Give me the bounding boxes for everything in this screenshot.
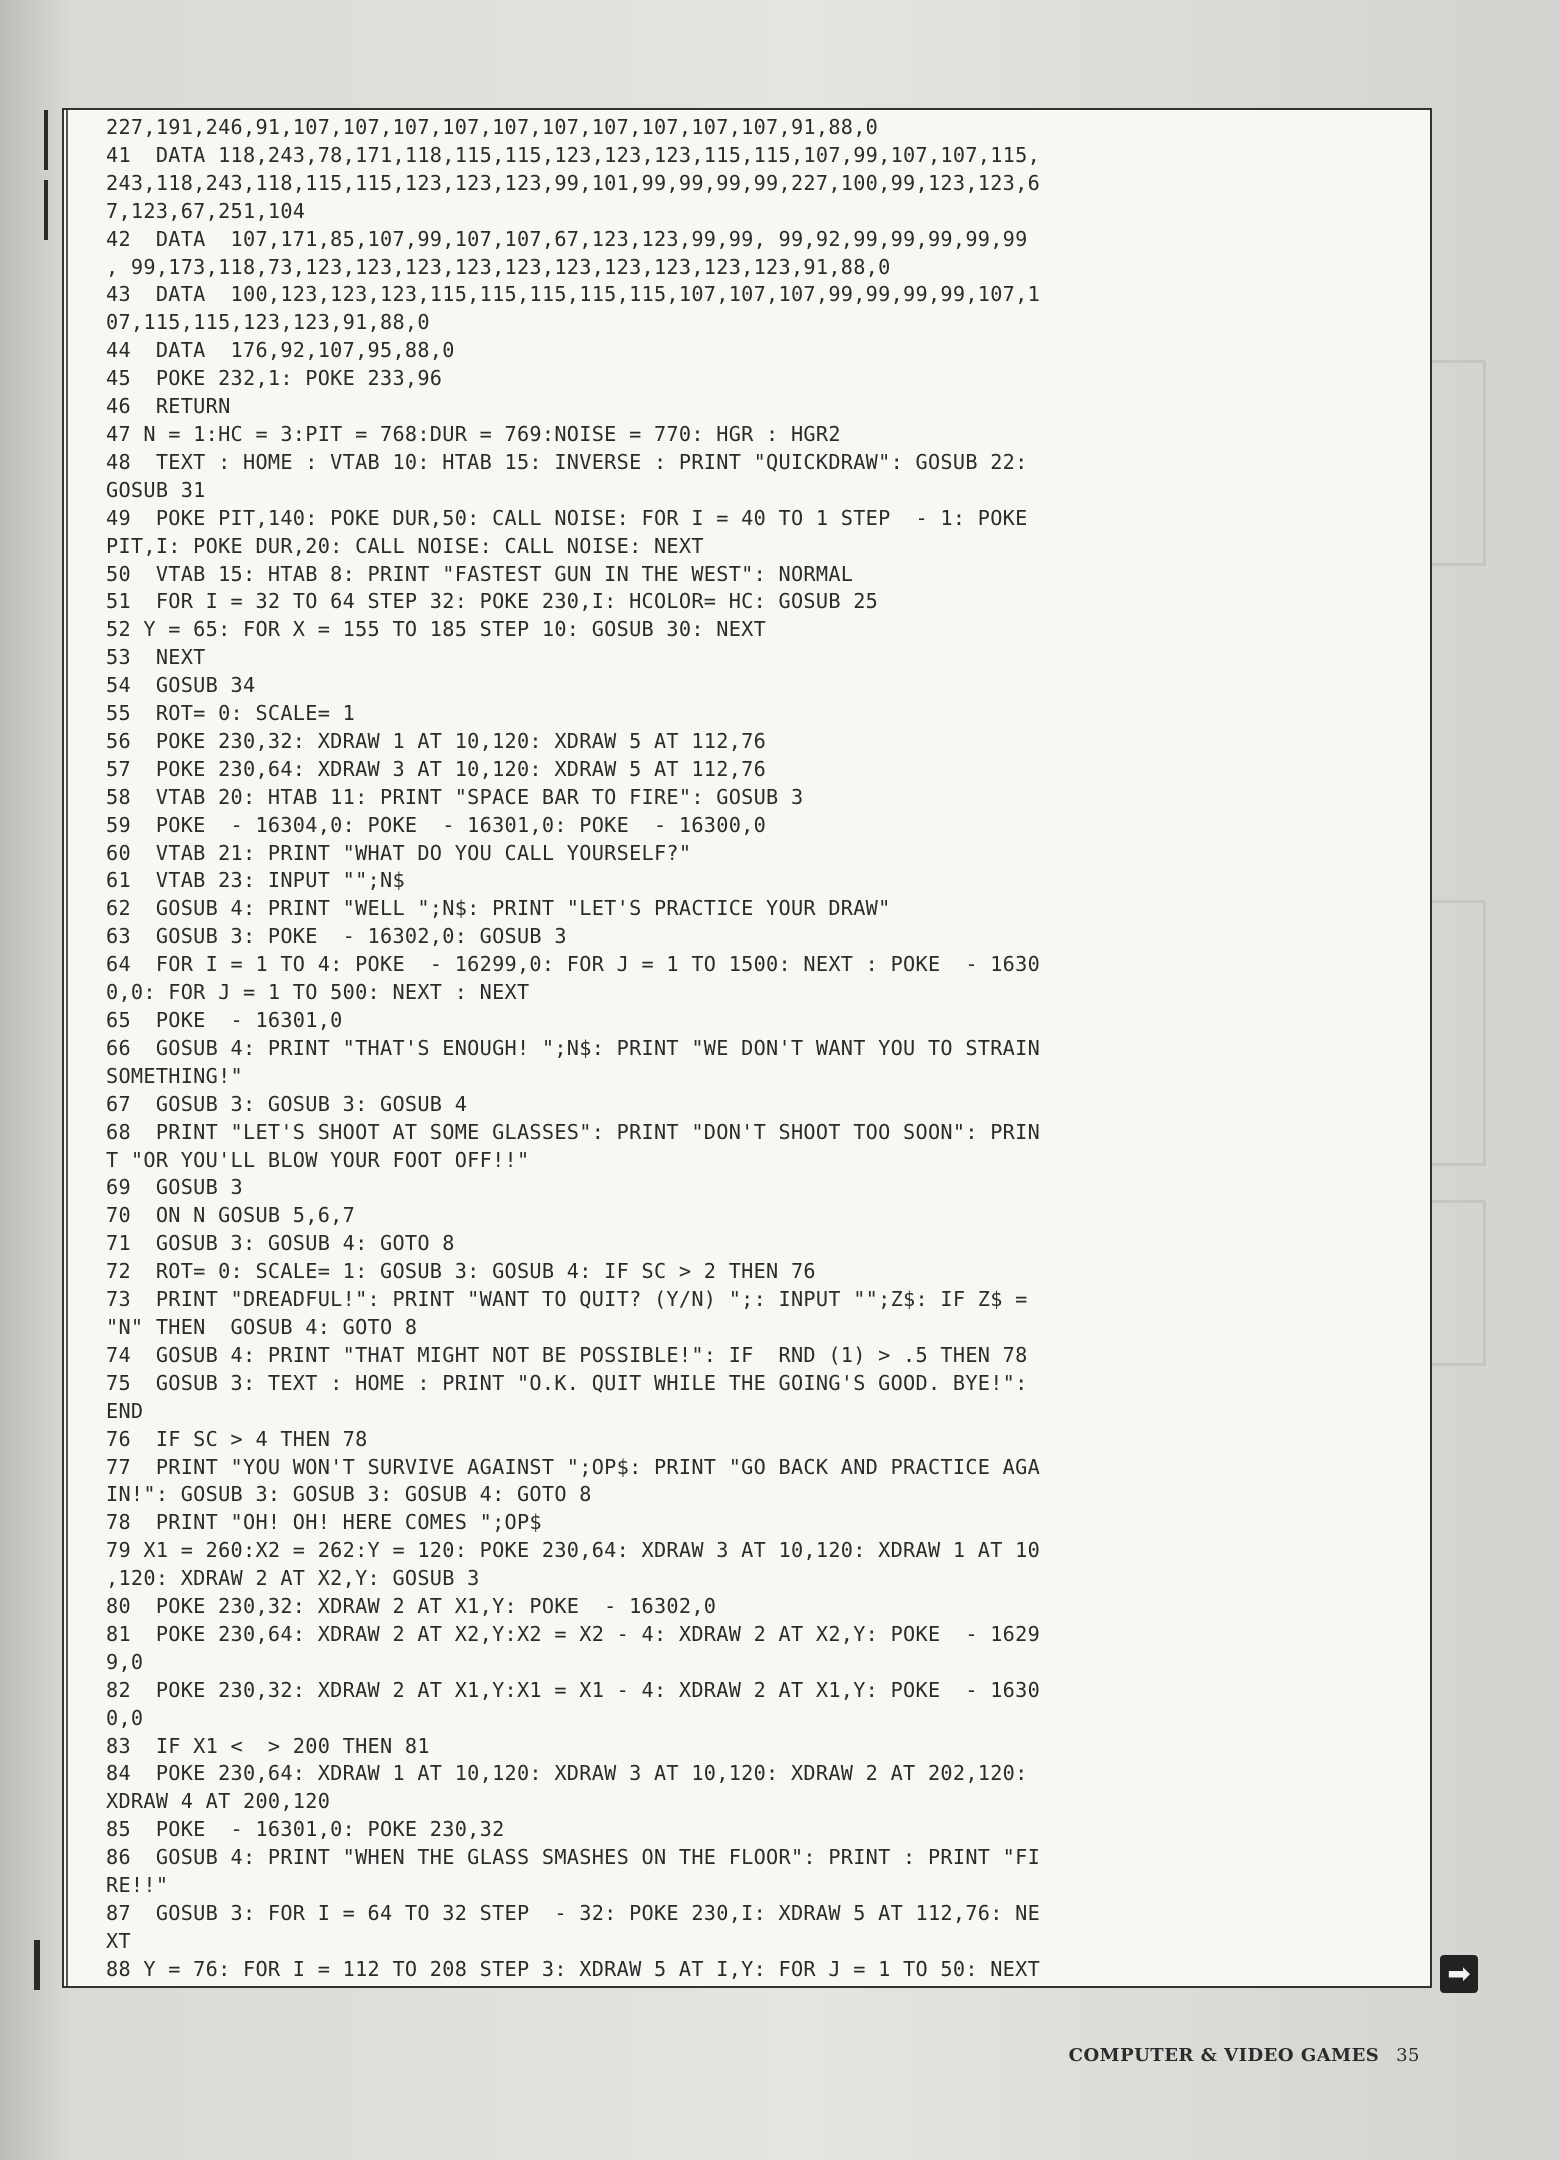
listing-line: 48 TEXT : HOME : VTAB 10: HTAB 15: INVERSE : PRINT "QUICKDRAW": GOSUB 22: xyxy=(106,449,1028,474)
listing-line: 69 GOSUB 3 xyxy=(106,1175,243,1200)
listing-line: 63 GOSUB 3: POKE - 16302,0: GOSUB 3 xyxy=(106,924,567,949)
listing-line: 45 POKE 232,1: POKE 233,96 xyxy=(106,366,443,391)
listing-line: 72 ROT= 0: SCALE= 1: GOSUB 3: GOSUB 4: IF SC > 2 THEN 76 xyxy=(106,1259,816,1284)
listing-line: 227,191,246,91,107,107,107,107,107,107,107,107,107,107,91,88,0 xyxy=(106,115,879,139)
listing-line: , 99,173,118,73,123,123,123,123,123,123,123,123,123,123,91,88,0 xyxy=(106,254,891,279)
listing-line: 42 DATA 107,171,85,107,99,107,107,67,123,123,99,99, 99,92,99,99,99,99,99 xyxy=(106,226,1028,251)
listing-line: 81 POKE 230,64: XDRAW 2 AT X2,Y:X2 = X2 - 4: XDRAW 2 AT X2,Y: POKE - 1629 xyxy=(106,1621,1041,1646)
listing-line: 49 POKE PIT,140: POKE DUR,50: CALL NOISE: FOR I = 40 TO 1 STEP - 1: POKE xyxy=(106,505,1028,530)
binding-mark xyxy=(44,110,48,170)
listing-line: XT xyxy=(106,1928,131,1953)
listing-line: T "OR YOU'LL BLOW YOUR FOOT OFF!!" xyxy=(106,1147,530,1172)
listing-line: ,120: XDRAW 2 AT X2,Y: GOSUB 3 xyxy=(106,1566,480,1591)
listing-line: 7,123,67,251,104 xyxy=(106,198,306,223)
listing-line: 67 GOSUB 3: GOSUB 3: GOSUB 4 xyxy=(106,1091,468,1116)
listing-line: 51 FOR I = 32 TO 64 STEP 32: POKE 230,I: HCOLOR= HC: GOSUB 25 xyxy=(106,589,879,614)
continue-arrow-icon: ➡ xyxy=(1440,1955,1478,1993)
listing-line: 68 PRINT "LET'S SHOOT AT SOME GLASSES": PRINT "DON'T SHOOT TOO SOON": PRIN xyxy=(106,1119,1041,1144)
listing-line: 84 POKE 230,64: XDRAW 1 AT 10,120: XDRAW 3 AT 10,120: XDRAW 2 AT 202,120: xyxy=(106,1761,1028,1786)
listing-line: 46 RETURN xyxy=(106,394,231,419)
listing-line: 07,115,115,123,123,91,88,0 xyxy=(106,310,430,335)
program-listing xyxy=(62,108,1432,1988)
listing-line: 243,118,243,118,115,115,123,123,123,99,101,99,99,99,99,227,100,99,123,123,6 xyxy=(106,170,1041,195)
listing-line: 41 DATA 118,243,78,171,118,115,115,123,123,123,115,115,107,99,107,107,115, xyxy=(106,142,1041,167)
listing-line: 70 ON N GOSUB 5,6,7 xyxy=(106,1203,356,1228)
page-number: 35 xyxy=(1396,2045,1420,2066)
listing-line: 60 VTAB 21: PRINT "WHAT DO YOU CALL YOURSELF?" xyxy=(106,840,692,865)
listing-line: 54 GOSUB 34 xyxy=(106,673,256,698)
listing-line: 85 POKE - 16301,0: POKE 230,32 xyxy=(106,1817,505,1842)
listing-line: 80 POKE 230,32: XDRAW 2 AT X1,Y: POKE - 16302,0 xyxy=(106,1594,717,1619)
listing-line: 44 DATA 176,92,107,95,88,0 xyxy=(106,338,455,363)
listing-line: 55 ROT= 0: SCALE= 1 xyxy=(106,701,356,726)
listing-line: 64 FOR I = 1 TO 4: POKE - 16299,0: FOR J = 1 TO 1500: NEXT : POKE - 1630 xyxy=(106,952,1041,977)
listing-line: 61 VTAB 23: INPUT "";N$ xyxy=(106,868,405,893)
listing-line: 43 DATA 100,123,123,123,115,115,115,115,115,107,107,107,99,99,99,99,107,1 xyxy=(106,282,1041,307)
listing-line: 88 Y = 76: FOR I = 112 TO 208 STEP 3: XDRAW 5 AT I,Y: FOR J = 1 TO 50: NEXT xyxy=(106,1956,1041,1981)
listing-rule xyxy=(66,110,68,1986)
listing-line: 57 POKE 230,64: XDRAW 3 AT 10,120: XDRAW 5 AT 112,76 xyxy=(106,756,767,781)
listing-line: "N" THEN GOSUB 4: GOTO 8 xyxy=(106,1314,418,1339)
page-footer xyxy=(1069,2045,1420,2066)
publication-name: COMPUTER & VIDEO GAMES xyxy=(1068,2045,1380,2066)
listing-line: 78 PRINT "OH! OH! HERE COMES ";OP$ xyxy=(106,1510,542,1535)
binding-mark xyxy=(44,180,48,240)
listing-line: 9,0 xyxy=(106,1649,144,1674)
listing-line: 79 X1 = 260:X2 = 262:Y = 120: POKE 230,64: XDRAW 3 AT 10,120: XDRAW 1 AT 10 xyxy=(106,1538,1041,1563)
listing-line: PIT,I: POKE DUR,20: CALL NOISE: CALL NOISE: NEXT xyxy=(106,533,704,558)
listing-line: RE!!" xyxy=(106,1873,169,1898)
listing-line: 83 IF X1 < > 200 THEN 81 xyxy=(106,1733,430,1758)
listing-line: 73 PRINT "DREADFUL!": PRINT "WANT TO QUIT? (Y/N) ";: INPUT "";Z$: IF Z$ = xyxy=(106,1287,1028,1312)
listing-line: 47 N = 1:HC = 3:PIT = 768:DUR = 769:NOISE = 770: HGR : HGR2 xyxy=(106,421,841,446)
listing-line: 66 GOSUB 4: PRINT "THAT'S ENOUGH! ";N$: PRINT "WE DON'T WANT YOU TO STRAIN xyxy=(106,1035,1041,1060)
listing-line: 0,0: FOR J = 1 TO 500: NEXT : NEXT xyxy=(106,980,530,1005)
listing-line: 59 POKE - 16304,0: POKE - 16301,0: POKE - 16300,0 xyxy=(106,812,767,837)
listing-line: 82 POKE 230,32: XDRAW 2 AT X1,Y:X1 = X1 - 4: XDRAW 2 AT X1,Y: POKE - 1630 xyxy=(106,1677,1041,1702)
listing-line: 87 GOSUB 3: FOR I = 64 TO 32 STEP - 32: POKE 230,I: XDRAW 5 AT 112,76: NE xyxy=(106,1901,1041,1925)
listing-line: 62 GOSUB 4: PRINT "WELL ";N$: PRINT "LET'S PRACTICE YOUR DRAW" xyxy=(106,896,891,921)
listing-line: 65 POKE - 16301,0 xyxy=(106,1008,343,1032)
listing-line: 56 POKE 230,32: XDRAW 1 AT 10,120: XDRAW 5 AT 112,76 xyxy=(106,728,767,753)
listing-line: SOMETHING!" xyxy=(106,1063,243,1088)
listing-line: END xyxy=(106,1398,144,1423)
listing-line: 52 Y = 65: FOR X = 155 TO 185 STEP 10: GOSUB 30: NEXT xyxy=(106,617,767,642)
listing-line: 50 VTAB 15: HTAB 8: PRINT "FASTEST GUN IN THE WEST": NORMAL xyxy=(106,561,854,586)
listing-line: 77 PRINT "YOU WON'T SURVIVE AGAINST ";OP$: PRINT "GO BACK AND PRACTICE AGA xyxy=(106,1454,1041,1479)
binding-mark xyxy=(34,1940,40,1990)
listing-line: 86 GOSUB 4: PRINT "WHEN THE GLASS SMASHES ON THE FLOOR": PRINT : PRINT "FI xyxy=(106,1845,1041,1870)
listing-line: 74 GOSUB 4: PRINT "THAT MIGHT NOT BE POSSIBLE!": IF RND (1) > .5 THEN 78 xyxy=(106,1342,1028,1367)
listing-line: 0,0 xyxy=(106,1705,144,1730)
listing-line: 75 GOSUB 3: TEXT : HOME : PRINT "O.K. QUIT WHILE THE GOING'S GOOD. BYE!": xyxy=(106,1370,1028,1395)
listing-line: IN!": GOSUB 3: GOSUB 3: GOSUB 4: GOTO 8 xyxy=(106,1482,592,1507)
listing-line: 71 GOSUB 3: GOSUB 4: GOTO 8 xyxy=(106,1231,455,1256)
listing-line: XDRAW 4 AT 200,120 xyxy=(106,1789,331,1814)
listing-lines xyxy=(106,114,1424,1984)
listing-line: GOSUB 31 xyxy=(106,477,206,502)
listing-line: 76 IF SC > 4 THEN 78 xyxy=(106,1426,368,1451)
listing-line: 53 NEXT xyxy=(106,645,206,670)
listing-line: 58 VTAB 20: HTAB 11: PRINT "SPACE BAR TO FIRE": GOSUB 3 xyxy=(106,784,804,809)
